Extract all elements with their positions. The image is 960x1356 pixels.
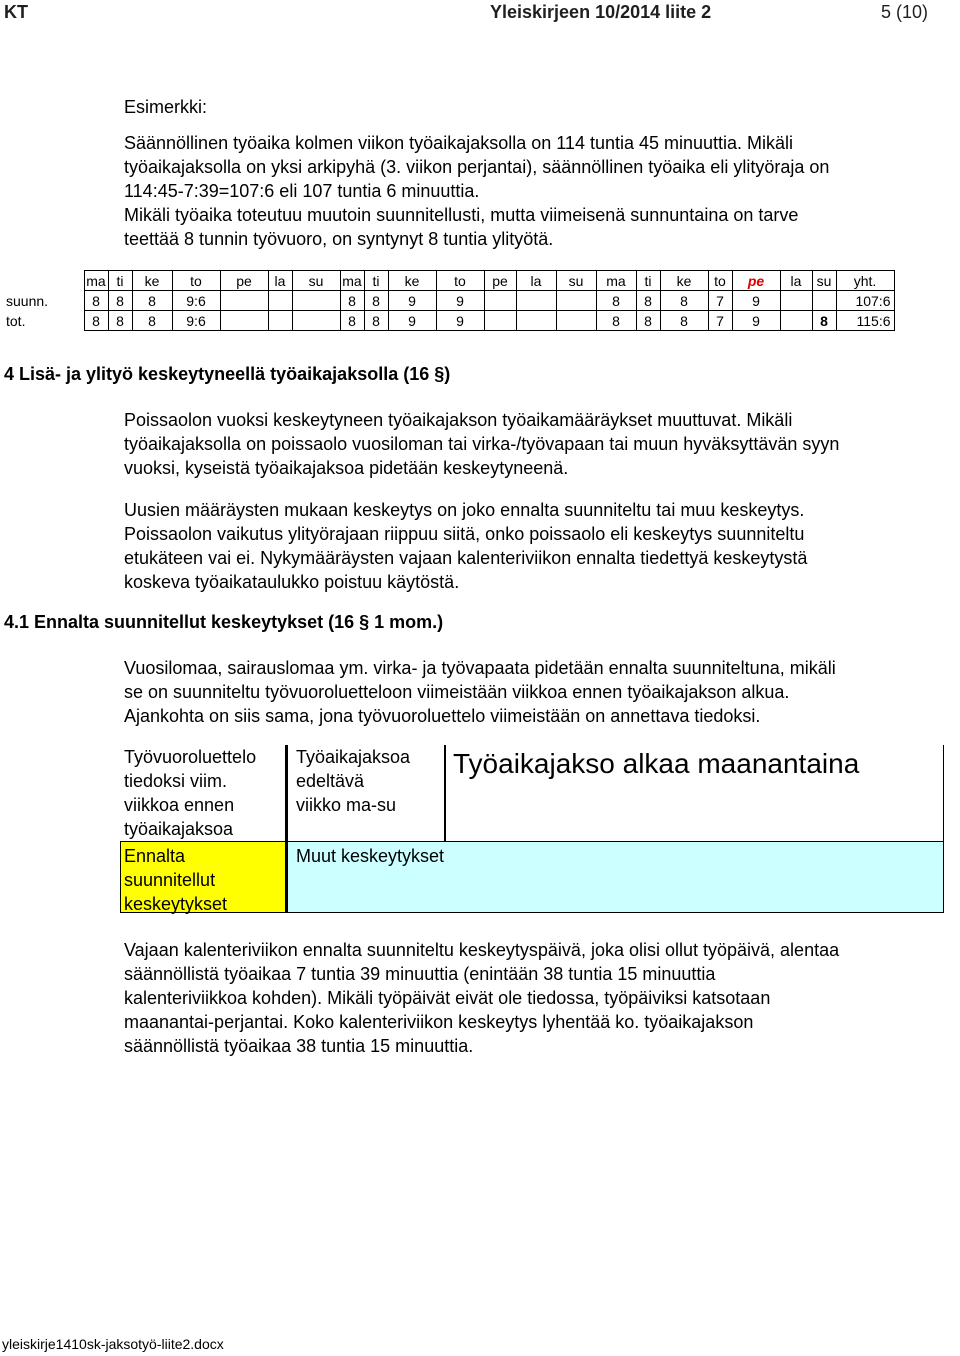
hours-cell [220, 291, 268, 311]
footer-filename: yleiskirje1410sk-jaksotyö-liite2.docx [2, 1336, 224, 1352]
section-4-1-paragraph-2 [124, 938, 839, 1058]
day-header: ke [132, 271, 172, 291]
hours-cell: 8 [340, 291, 364, 311]
day-header: ti [108, 271, 132, 291]
hours-cell [516, 291, 556, 311]
hours-cell: 8 [636, 291, 660, 311]
day-header: la [516, 271, 556, 291]
hours-cell [292, 291, 340, 311]
total-cell: 115:6 [836, 311, 894, 331]
example-line: teettää 8 tunnin työvuoro, on syntynyt 8 tuntia ylityötä. [124, 229, 554, 249]
hours-cell: 8 [84, 291, 108, 311]
example-line: Säännöllinen työaika kolmen viikon työaikajaksolla on 114 tuntia 45 minuuttia. Mikäli [124, 133, 794, 153]
hours-cell: 8 [660, 311, 708, 331]
hours-cell [516, 311, 556, 331]
text-line: maanantai-perjantai. Koko kalenteriviikon keskeytys lyhentää ko. työaikajakson [124, 1012, 754, 1032]
text-line: Vajaan kalenteriviikon ennalta suunniteltu keskeytyspäivä, joka olisi ollut työpäivä, alentaa [124, 940, 840, 960]
hours-cell [780, 291, 812, 311]
diagram-period-start-label: Työaikajakso alkaa maanantaina [453, 748, 860, 779]
diagram-text: Muut keskeytykset [296, 846, 445, 866]
day-header: ke [660, 271, 708, 291]
diagram-text: Työaikajaksoa [296, 747, 411, 767]
schedule-row-planned [4, 291, 894, 311]
diagram-text: edeltävä [296, 771, 365, 791]
header-left: KT [4, 2, 28, 22]
text-line: Poissaolon vaikutus ylityörajaan riippuu siitä, onko poissaolo eli keskeytys suunniteltu [124, 524, 805, 544]
text-line: säännöllistä työaikaa 38 tuntia 15 minuuttia. [124, 1036, 474, 1056]
hours-cell: 8 [364, 311, 388, 331]
diagram-text: viikkoa ennen [124, 795, 235, 815]
hours-cell: 8 [660, 291, 708, 311]
row-label [4, 271, 84, 291]
hours-cell: 8 [108, 291, 132, 311]
hours-cell: 8 [364, 291, 388, 311]
example-line: Mikäli työaika toteutuu muutoin suunnitellusti, mutta viimeisenä sunnuntaina on tarve [124, 205, 799, 225]
hours-cell: 8 [636, 311, 660, 331]
diagram-box-other-interruptions [288, 841, 944, 913]
day-header: ti [636, 271, 660, 291]
hours-cell: 9 [388, 311, 436, 331]
hours-cell [812, 291, 836, 311]
diagram-text: Ennalta [124, 846, 186, 866]
diagram-text: Työvuoroluettelo [124, 747, 257, 767]
text-line: koskeva työaikataulukko poistuu käytöstä. [124, 572, 460, 592]
hours-cell: 8 [596, 311, 636, 331]
example-heading: Esimerkki: [124, 97, 208, 117]
day-header: pe [220, 271, 268, 291]
text-line: Ajankohta on siis sama, jona työvuoroluettelo viimeistään on annettava tiedoksi. [124, 706, 761, 726]
section-4-1-heading: 4.1 Ennalta suunnitellut keskeytykset (16 § 1 mom.) [4, 612, 444, 632]
row-label: tot. [6, 312, 26, 329]
hours-cell: 9 [436, 291, 484, 311]
text-line: säännöllistä työaikaa 7 tuntia 39 minuuttia (enintään 38 tuntia 15 minuuttia [124, 964, 716, 984]
overtime-cell: 8 [812, 311, 836, 331]
example-line: 114:45-7:39=107:6 eli 107 tuntia 6 minuuttia. [124, 181, 480, 201]
diagram-text: työaikajaksoa [124, 819, 234, 839]
diagram-text: suunnitellut [124, 870, 216, 890]
hours-cell [556, 291, 596, 311]
total-header: yht. [836, 271, 894, 291]
hours-cell [556, 311, 596, 331]
text-line: etukäteen vai ei. Nykymääräysten vajaan kalenteriviikon ennalta tiedettyä keskeytystä [124, 548, 808, 568]
diagram-box-planned-interruptions [120, 841, 287, 913]
row-label: suunn. [6, 292, 49, 309]
text-line: Uusien määräysten mukaan keskeytys on joko ennalta suunniteltu tai muu keskeytys. [124, 500, 805, 520]
day-header: to [172, 271, 220, 291]
text-line: se on suunniteltu työvuoroluetteloon viimeistään viikkoa ennen työaikajakson alkua. [124, 682, 790, 702]
day-header: la [268, 271, 292, 291]
text-line: Vuosilomaa, sairauslomaa ym. virka- ja työvapaata pidetään ennalta suunniteltuna, mikäli [124, 658, 836, 678]
day-header: su [556, 271, 596, 291]
hours-cell: 8 [108, 311, 132, 331]
hours-cell: 8 [132, 311, 172, 331]
hours-cell [780, 311, 812, 331]
hours-cell: 9 [732, 311, 780, 331]
diagram-box-notice [123, 745, 287, 841]
hours-cell [484, 291, 516, 311]
text-line: työaikajaksolla on poissaolo vuosiloman tai virka-/työvapaan tai muun hyväksyttävän syyn [124, 434, 840, 454]
header-title: Yleiskirjeen 10/2014 liite 2 [490, 2, 712, 22]
day-header: ke [388, 271, 436, 291]
section-4-1-paragraph-1 [124, 656, 836, 728]
example-line: työaikajaksolla on yksi arkipyhä (3. viikon perjantai), säännöllinen työaika eli ylityöraja on [124, 157, 830, 177]
diagram-box-previous-week [296, 745, 446, 841]
hours-cell [268, 311, 292, 331]
hours-cell [292, 311, 340, 331]
hours-cell: 9 [436, 311, 484, 331]
day-header: ma [340, 271, 364, 291]
hours-cell: 8 [340, 311, 364, 331]
schedule-table [4, 270, 895, 331]
day-header-holiday: pe [732, 271, 780, 291]
section-4-heading: 4 Lisä- ja ylityö keskeytyneellä työaikajaksolla (16 §) [4, 364, 451, 384]
day-header: su [292, 271, 340, 291]
hours-cell: 8 [84, 311, 108, 331]
day-header: to [436, 271, 484, 291]
hours-cell: 7 [708, 291, 732, 311]
day-header: to [708, 271, 732, 291]
diagram-text: keskeytykset [124, 894, 228, 914]
text-line: vuoksi, kyseistä työaikajaksoa pidetään keskeytyneenä. [124, 458, 569, 478]
schedule-row-actual [4, 311, 894, 331]
hours-cell [220, 311, 268, 331]
example-text [124, 131, 829, 251]
day-header: la [780, 271, 812, 291]
diagram-text: viikko ma-su [296, 795, 397, 815]
section-4-paragraph-2 [124, 498, 807, 594]
day-header: pe [484, 271, 516, 291]
day-header: ti [364, 271, 388, 291]
text-line: Poissaolon vuoksi keskeytyneen työaikajakson työaikamääräykset muuttuvat. Mikäli [124, 410, 793, 430]
day-header: ma [596, 271, 636, 291]
hours-cell: 8 [596, 291, 636, 311]
hours-cell: 8 [132, 291, 172, 311]
hours-cell: 9:6 [172, 291, 220, 311]
day-header: ma [84, 271, 108, 291]
hours-cell: 9 [388, 291, 436, 311]
header-page-number: 5 (10) [881, 2, 929, 22]
text-line: kalenteriviikkoa kohden). Mikäli työpäivät eivät ole tiedossa, työpäiviksi katsotaan [124, 988, 771, 1008]
hours-cell: 9:6 [172, 311, 220, 331]
hours-cell [484, 311, 516, 331]
hours-cell: 7 [708, 311, 732, 331]
day-header: su [812, 271, 836, 291]
section-4-paragraph-1 [124, 408, 839, 480]
hours-cell: 9 [732, 291, 780, 311]
schedule-header-row [4, 271, 894, 291]
total-cell: 107:6 [836, 291, 894, 311]
diagram-text: tiedoksi viim. [124, 771, 228, 791]
hours-cell [268, 291, 292, 311]
